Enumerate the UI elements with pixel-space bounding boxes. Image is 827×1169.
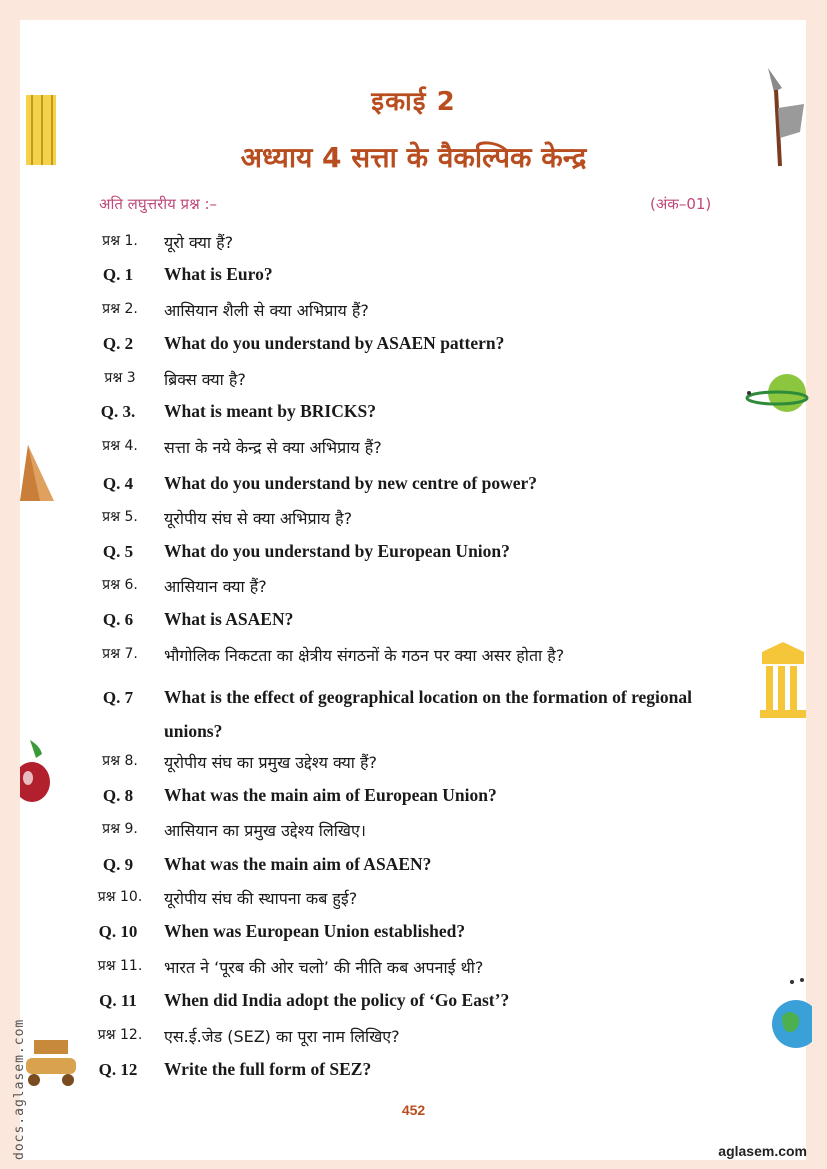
planet-illustration bbox=[745, 372, 810, 414]
question-text: What do you understand by European Union? bbox=[164, 541, 510, 561]
question-number: प्रश्न 3 bbox=[104, 370, 136, 386]
question-text: आसियान क्या हैं? bbox=[164, 577, 267, 596]
question-text: सत्ता के नये केन्द्र से क्या अभिप्राय हैं? bbox=[164, 438, 382, 457]
question-number: प्रश्न 6. bbox=[102, 577, 138, 593]
question-text: ब्रिक्स क्या है? bbox=[164, 370, 246, 389]
brand-label: aglasem.com bbox=[718, 1143, 807, 1159]
question-number: प्रश्न 7. bbox=[102, 646, 138, 662]
question-number: Q. 4 bbox=[102, 474, 134, 493]
unit-title: इकाई 2 bbox=[371, 87, 456, 117]
question-number: प्रश्न 12. bbox=[97, 1027, 143, 1043]
question-text: भारत ने ‘पूरब की ओर चलो’ की नीति कब अपनाई थी? bbox=[164, 958, 484, 977]
question-number: प्रश्न 1. bbox=[102, 233, 138, 249]
question-number: Q. 5 bbox=[102, 542, 134, 561]
page-number: 452 bbox=[401, 1102, 426, 1118]
question-number: Q. 12 bbox=[98, 1060, 138, 1079]
watermark: docs.aglasem.com bbox=[12, 1018, 27, 1160]
section-heading: अति लघुत्तरीय प्रश्न :– bbox=[99, 195, 218, 213]
pillar-building-illustration bbox=[758, 642, 808, 720]
question-text: What is Euro? bbox=[164, 264, 273, 284]
question-text: यूरो क्या हैं? bbox=[164, 233, 234, 252]
question-text: When was European Union established? bbox=[164, 921, 466, 941]
question-text: What do you understand by ASAEN pattern? bbox=[164, 333, 505, 353]
marks-label: (अंक–01) bbox=[650, 195, 712, 213]
question-text: When did India adopt the policy of ‘Go East’? bbox=[164, 990, 510, 1010]
chapter-title: अध्याय 4 सत्ता के वैकल्पिक केन्द्र bbox=[240, 141, 587, 174]
question-text: यूरोपीय संघ की स्थापना कब हुई? bbox=[164, 889, 358, 908]
globe-illustration bbox=[772, 976, 812, 1052]
question-number: Q. 3. bbox=[100, 402, 136, 421]
question-number: Q. 8 bbox=[102, 786, 134, 805]
question-text: आसियान का प्रमुख उद्देश्य लिखिए। bbox=[164, 821, 366, 840]
question-text: यूरोपीय संघ का प्रमुख उद्देश्य क्या हैं? bbox=[164, 753, 378, 772]
question-number: Q. 9 bbox=[102, 855, 134, 874]
question-text: What is ASAEN? bbox=[164, 609, 294, 629]
apple-illustration bbox=[20, 740, 54, 806]
question-text: एस.ई.जेड (SEZ) का पूरा नाम लिखिए? bbox=[164, 1027, 400, 1046]
question-number: Q. 11 bbox=[99, 991, 137, 1010]
question-number: प्रश्न 9. bbox=[102, 821, 138, 837]
question-text: What was the main aim of ASAEN? bbox=[164, 854, 432, 874]
question-text: Write the full form of SEZ? bbox=[164, 1059, 372, 1079]
question-text: यूरोपीय संघ से क्या अभिप्राय है? bbox=[164, 509, 353, 528]
ancient-wheel-illustration bbox=[22, 1036, 80, 1088]
question-number: प्रश्न 10. bbox=[97, 889, 143, 905]
question-text: What was the main aim of European Union? bbox=[164, 785, 497, 805]
question-number: प्रश्न 2. bbox=[102, 301, 138, 317]
question-number: प्रश्न 5. bbox=[102, 509, 138, 525]
question-number: Q. 6 bbox=[102, 610, 134, 629]
question-number: Q. 1 bbox=[102, 265, 134, 284]
question-text: What is the effect of geographical location on the formation of regional unions? bbox=[164, 687, 692, 741]
question-text: आसियान शैली से क्या अभिप्राय हैं? bbox=[164, 301, 369, 320]
question-number: Q. 2 bbox=[102, 334, 134, 353]
pyramid-illustration bbox=[20, 445, 56, 503]
question-number: प्रश्न 4. bbox=[102, 438, 138, 454]
question-text: What do you understand by new centre of power? bbox=[164, 473, 538, 493]
question-text: What is meant by BRICKS? bbox=[164, 401, 376, 421]
question-number: प्रश्न 8. bbox=[102, 753, 138, 769]
question-text: भौगोलिक निकटता का क्षेत्रीय संगठनों के गठन पर क्या असर होता है? bbox=[164, 646, 565, 665]
question-number: Q. 10 bbox=[98, 922, 138, 941]
question-number: Q. 7 bbox=[102, 688, 134, 707]
question-number: प्रश्न 11. bbox=[97, 958, 143, 974]
